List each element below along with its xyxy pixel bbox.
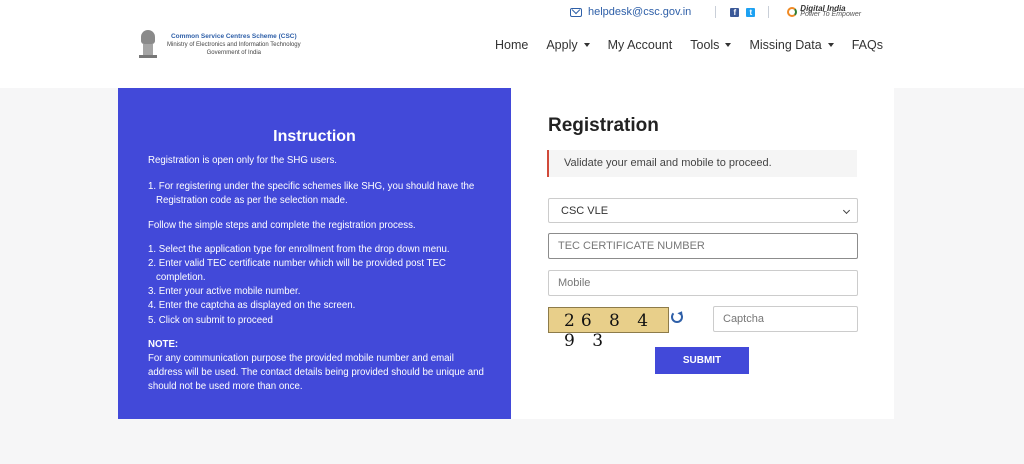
mail-icon (570, 8, 582, 17)
nav-faqs[interactable]: FAQs (851, 38, 883, 52)
top-header (0, 0, 1024, 88)
digital-india-icon (787, 7, 797, 17)
nav-apply[interactable]: Apply (546, 38, 589, 52)
instruction-scheme-note: 1. For registering under the specific schemes like SHG, you should have the Registration code as per the selection made. (148, 181, 475, 206)
main-nav (495, 38, 883, 52)
note-label: NOTE: (148, 339, 179, 350)
brand-ministry: Ministry of Electronics and Information Technology (167, 42, 301, 48)
captcha-text: 26 8 4 9 3 (564, 311, 655, 351)
instruction-step: 3. Enter your active mobile number. (148, 286, 301, 297)
national-emblem-icon (139, 30, 157, 60)
validation-alert: Validate your email and mobile to proceed. (547, 150, 857, 177)
nav-home[interactable]: Home (495, 38, 529, 52)
caret-down-icon (828, 43, 834, 47)
brand-title: Common Service Centres Scheme (CSC) (170, 33, 297, 40)
divider (715, 6, 716, 18)
captcha-input[interactable]: Captcha (713, 306, 858, 332)
top-contact-bar (570, 6, 861, 18)
instruction-step: 1. Select the application type for enrollment from the drop down menu. (148, 244, 450, 255)
facebook-icon[interactable]: f (730, 8, 739, 17)
digital-india-tagline: Power To Empower (800, 11, 862, 18)
brand-government: Government of India (206, 50, 261, 56)
nav-tools[interactable]: Tools (690, 38, 731, 52)
tec-certificate-input[interactable]: TEC CERTIFICATE NUMBER (548, 233, 858, 259)
instruction-panel (118, 88, 511, 419)
registration-panel (511, 88, 894, 419)
instruction-step: 2. Enter valid TEC certificate number which will be provided post TEC completion. (148, 258, 446, 283)
registration-title: Registration (548, 115, 659, 136)
refresh-captcha-icon[interactable] (671, 311, 683, 323)
csc-brand-logo[interactable] (139, 30, 301, 60)
instruction-step: 5. Click on submit to proceed (148, 315, 273, 326)
mobile-input[interactable]: Mobile (548, 270, 858, 296)
instruction-intro: Registration is open only for the SHG users. (148, 155, 337, 166)
divider (768, 6, 769, 18)
caret-down-icon (725, 43, 731, 47)
helpdesk-email-link[interactable]: helpdesk@csc.gov.in (588, 6, 692, 18)
application-type-select[interactable] (548, 198, 858, 223)
nav-missing-data[interactable]: Missing Data (749, 38, 833, 52)
instruction-follow: Follow the simple steps and complete the registration process. (148, 220, 416, 231)
nav-my-account[interactable]: My Account (607, 38, 673, 52)
captcha-image (548, 307, 669, 351)
select-value: CSC VLE (561, 205, 609, 217)
submit-button[interactable]: SUBMIT (655, 347, 749, 374)
twitter-icon[interactable]: t (746, 8, 755, 17)
digital-india-label: Digital India (800, 4, 846, 13)
instruction-step: 4. Enter the captcha as displayed on the screen. (148, 300, 356, 311)
digital-india-logo (787, 6, 861, 18)
note-text: For any communication purpose the provided mobile number and email address will be used. The contact details being provided should be unique and should not be used more than once. (148, 353, 484, 392)
instruction-title: Instruction (273, 128, 356, 145)
caret-down-icon (584, 43, 590, 47)
chevron-down-icon (843, 207, 850, 214)
